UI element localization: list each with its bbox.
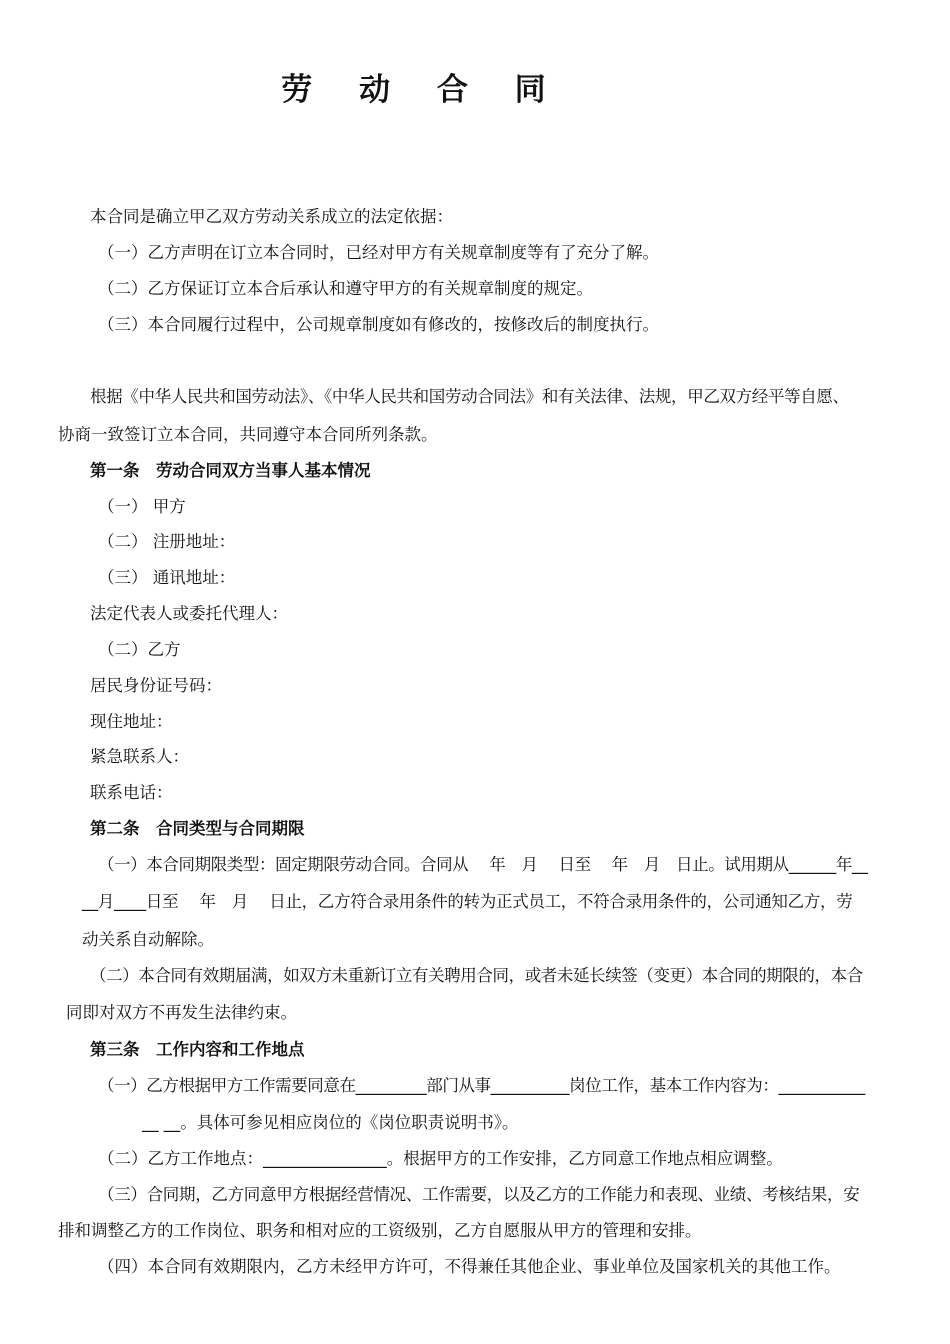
article-2-heading: 第二条 合同类型与合同期限 xyxy=(90,819,305,838)
preamble-line: 根据《中华人民共和国劳动法》、《中华人民共和国劳动合同法》和有关法律、法规，甲乙双方经平等自愿、 xyxy=(90,387,849,406)
article-3-line: __ __。具体可参见相应岗位的《岗位职责说明书》。 xyxy=(142,1113,519,1132)
article-2-line: __月____日至 年 月 日止，乙方符合录用条件的转为正式员工，不符合录用条件的，公司通知乙方，劳 xyxy=(82,892,853,911)
article-3-line: （四）本合同有效期限内，乙方未经甲方许可，不得兼任其他企业、事业单位及国家机关的其他工作。 xyxy=(98,1257,841,1276)
intro-item: （一）乙方声明在订立本合同时，已经对甲方有关规章制度等有了充分了解。 xyxy=(98,243,659,262)
article-1-line: （二）乙方 xyxy=(98,640,181,659)
article-1-line: 法定代表人或委托代理人： xyxy=(90,604,288,623)
article-2-line: 动关系自动解除。 xyxy=(82,930,214,949)
article-1-line: 现住地址： xyxy=(90,712,173,731)
article-1-line: （一） 甲方 xyxy=(98,497,186,516)
article-1-line: 紧急联系人： xyxy=(90,747,189,766)
article-2-line: （二）本合同有效期届满，如双方未重新订立有关聘用合同，或者未延长续签（变更）本合同的期限的，本合 xyxy=(90,966,863,985)
article-1-line: （三） 通讯地址： xyxy=(98,568,236,587)
intro-item: （三）本合同履行过程中，公司规章制度如有修改的，按修改后的制度执行。 xyxy=(98,315,659,334)
article-3-line: （三）合同期，乙方同意甲方根据经营情况、工作需要，以及乙方的工作能力和表现、业绩、考核结果，安 xyxy=(98,1185,860,1204)
article-3-line: （二）乙方工作地点：_______________。根据甲方的工作安排，乙方同意工作地点相应调整。 xyxy=(98,1149,783,1168)
article-3-line: （一）乙方根据甲方工作需要同意在_________部门从事__________岗位工作，基本工作内容为：___________ xyxy=(98,1076,865,1095)
document-title: 劳 动 合 同 xyxy=(281,72,564,108)
article-1-line: （二） 注册地址： xyxy=(98,532,236,551)
preamble-line: 协商一致签订立本合同，共同遵守本合同所列条款。 xyxy=(58,425,438,444)
intro-heading: 本合同是确立甲乙双方劳动关系成立的法定依据： xyxy=(90,207,453,226)
article-1-heading: 第一条 劳动合同双方当事人基本情况 xyxy=(90,461,371,480)
article-2-line: 同即对双方不再发生法律约束。 xyxy=(66,1003,297,1022)
article-2-line: （一）本合同期限类型：固定期限劳动合同。合同从 年 月 日至 年 月 日止。试用期从______年__ xyxy=(98,855,868,874)
intro-item: （二）乙方保证订立本合后承认和遵守甲方的有关规章制度的规定。 xyxy=(98,279,593,298)
article-3-line: 排和调整乙方的工作岗位、职务和相对应的工资级别，乙方自愿服从甲方的管理和安排。 xyxy=(58,1221,702,1240)
article-3-heading: 第三条 工作内容和工作地点 xyxy=(90,1040,305,1059)
article-1-line: 居民身份证号码： xyxy=(90,676,222,695)
article-1-line: 联系电话： xyxy=(90,783,173,802)
